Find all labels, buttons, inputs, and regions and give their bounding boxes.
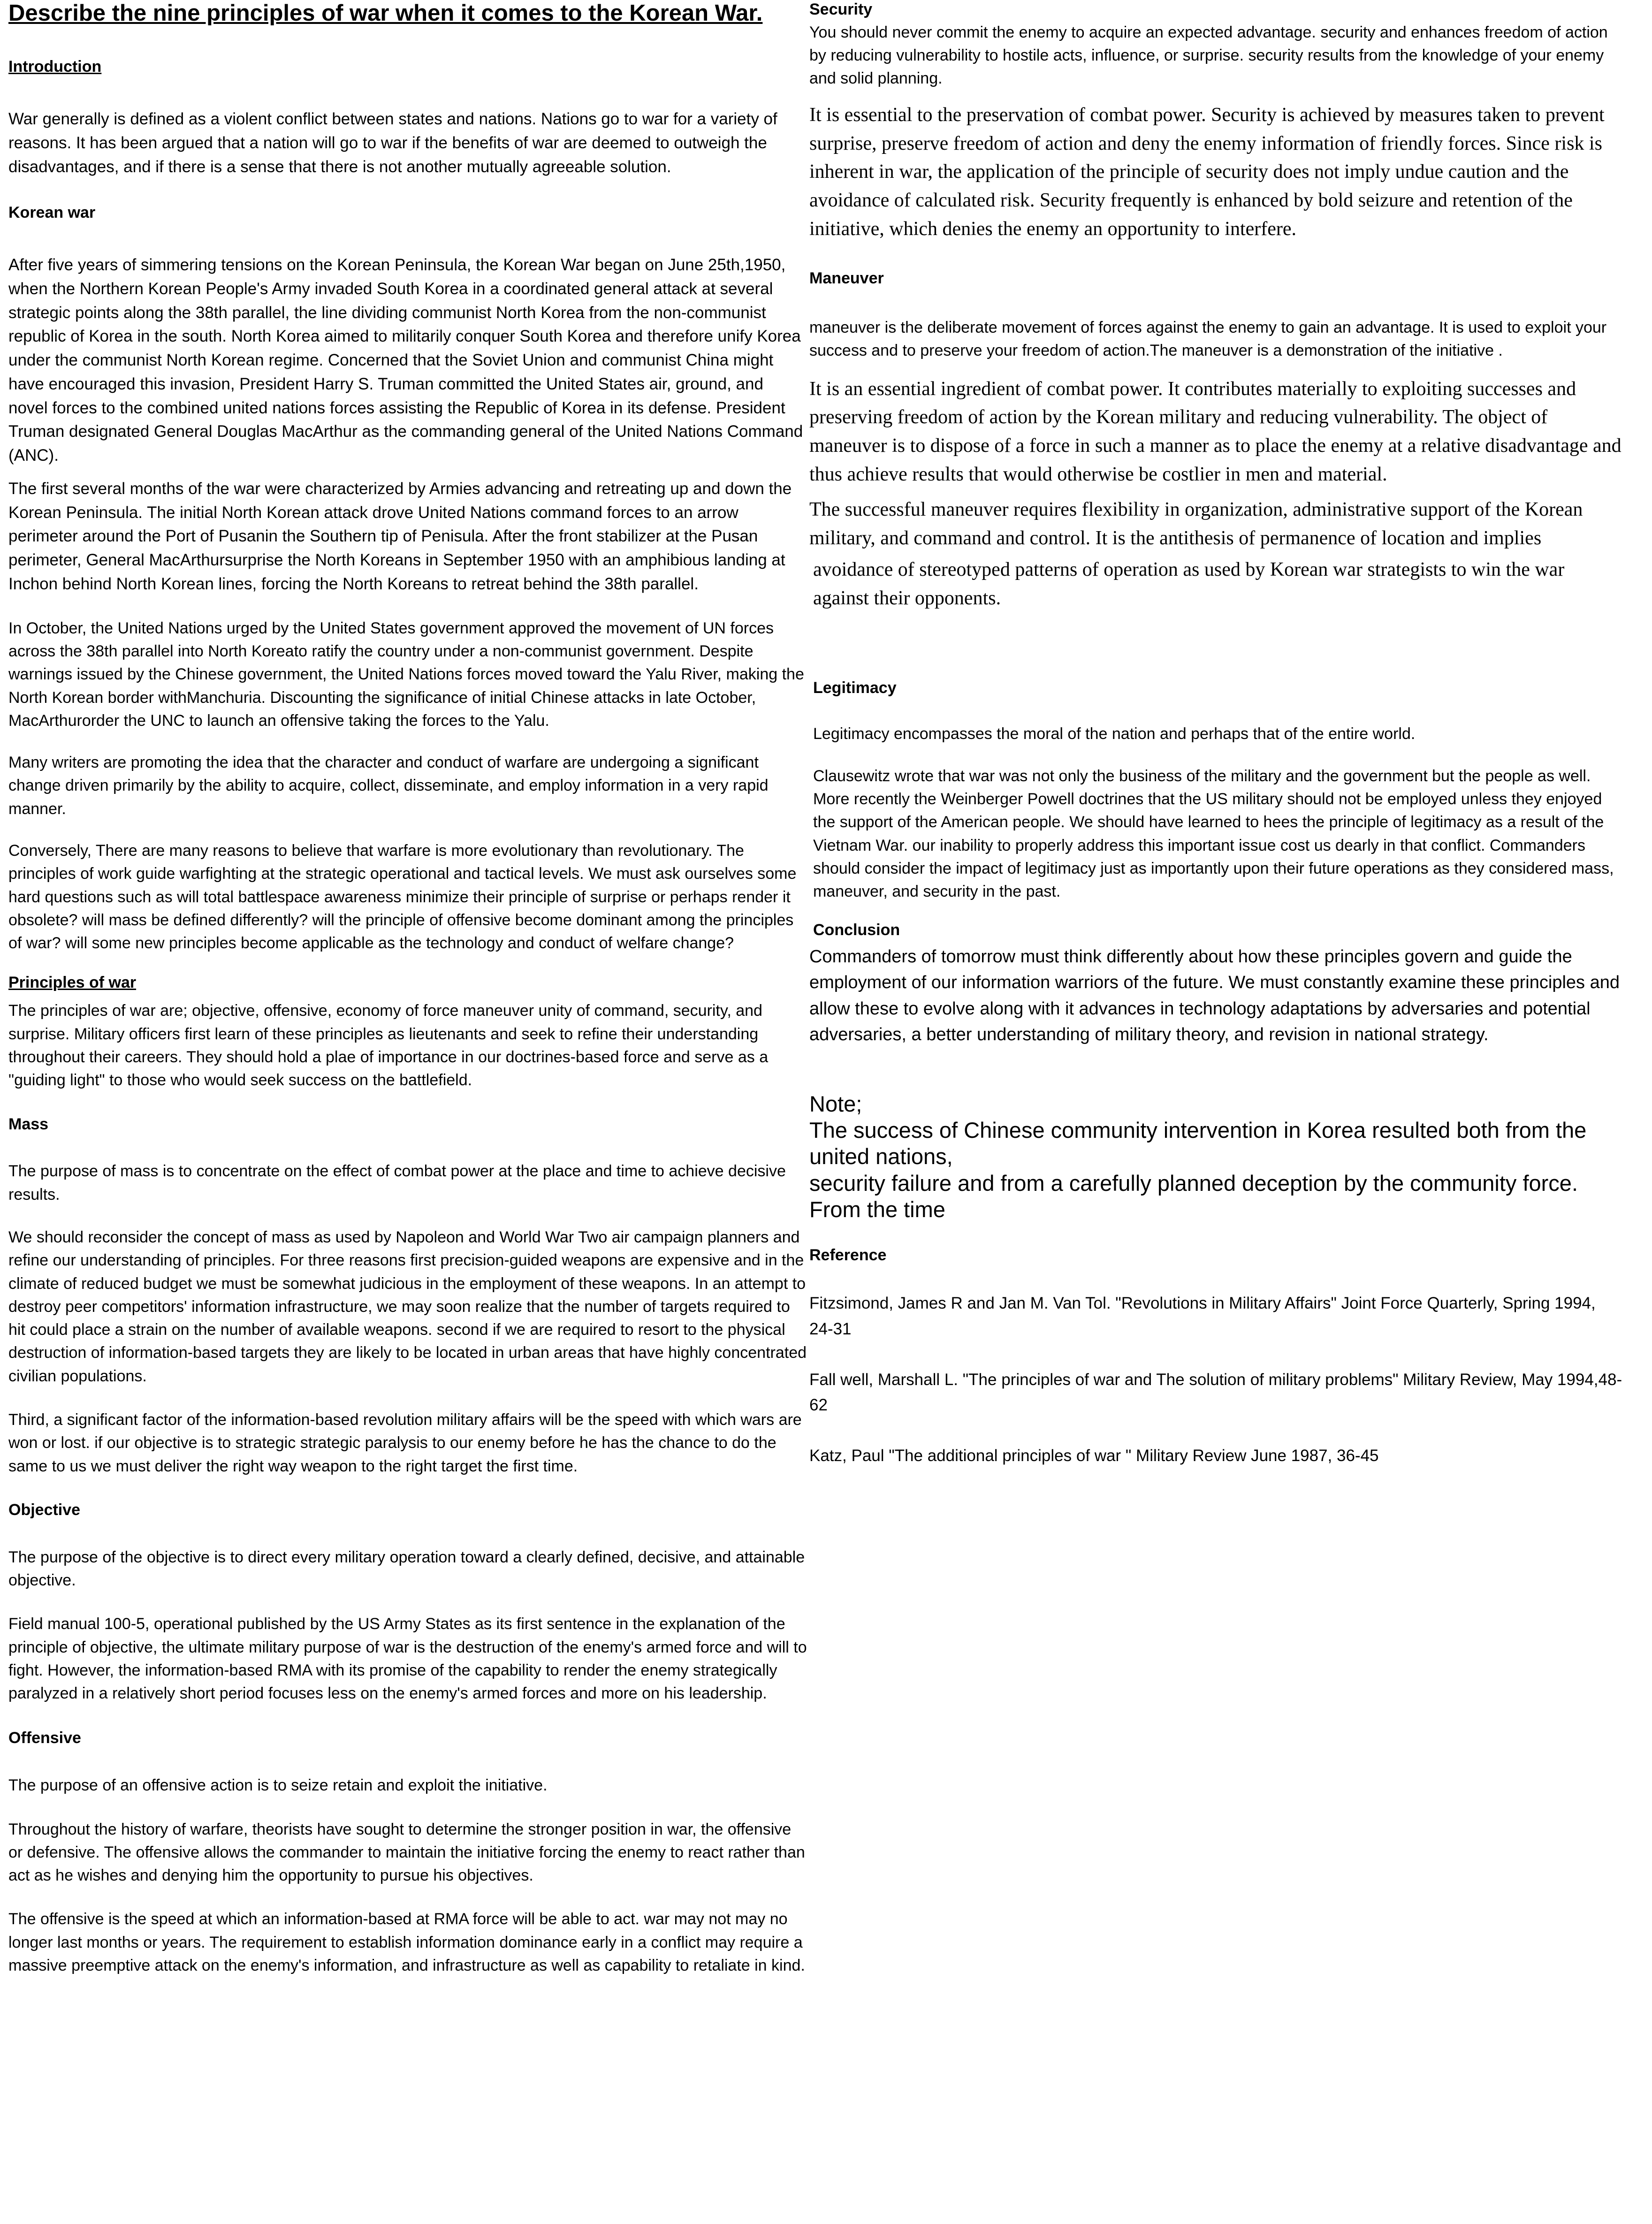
maneuver-heading: Maneuver	[809, 269, 884, 288]
document-title: Describe the nine principles of war when it comes to the Korean War.	[8, 0, 763, 26]
introduction-heading: Introduction	[8, 58, 102, 76]
objective-paragraph-2: Field manual 100-5, operational published by the US Army States as its first sentence in the explanation of the principle of objective, the ultimate military purpose of war is the destruction of the enemy's armed force and will to fight. However, the information-based RMA with its promise of the capability to render the enemy strategically paralyzed in a relatively short period focuses less on the enemy's armed forces and more on his leadership.	[8, 1615, 807, 1703]
mass-paragraph-2: We should reconsider the concept of mass as used by Napoleon and World War Two air campaign planners and refine our understanding of principles. For three reasons first precision-guided weapons are expensive and in the climate of reduced budget we must be somewhat judicious in the employment of these weapons. In an attempt to destroy peer competitors' information infrastructure, we may soon realize that the number of targets required to hit could place a strain on the number of available weapons. second if we are required to resort to the physical destruction of information-based targets they are likely to be located in urban areas that have highly concentrated civilian populations.	[8, 1228, 807, 1385]
mass-heading: Mass	[8, 1115, 49, 1133]
offensive-paragraph-3: The offensive is the speed at which an information-based at RMA force will be able to act. war may not may no longer last months or years. The requirement to establish information dominance early in a conflict may require a massive preemptive attack on the enemy's information, and infrastructure as well as capability to retaliate in kind.	[8, 1910, 805, 1975]
reference-item-1: Fitzsimond, James R and Jan M. Van Tol. "Revolutions in Military Affairs" Joint Force Quarterly, Spring 1994, 24-31	[809, 1294, 1596, 1338]
mass-paragraph-1: The purpose of mass is to concentrate on the effect of combat power at the place and time to achieve decisive results.	[8, 1162, 786, 1203]
introduction-paragraph: War generally is defined as a violent conflict between states and nations. Nations go to war for a variety of reasons. It has been argued that a nation will go to war if the benefits of war are deemed to outweigh the disadvantages, and if there is a sense that there is not another mutually agreeable solution.	[8, 110, 777, 176]
reference-item-2: Fall well, Marshall L. "The principles of war and The solution of military problems" Military Review, May 1994,48-62	[809, 1370, 1622, 1415]
korean-war-paragraph-4: Many writers are promoting the idea that the character and conduct of warfare are undergoing a significant change driven primarily by the ability to acquire, collect, disseminate, and employ information in a very rapid manner.	[8, 754, 769, 818]
korean-war-paragraph-3: In October, the United Nations urged by the United States government approved the movement of UN forces across the 38th parallel into North Koreato ratify the country under a non-communist government. Despite warnings issued by the Chinese government, the United Nations forces moved toward the Yalu River, making the North Korean border withManchuria. Discounting the significance of initial Chinese attacks in late October, MacArthurorder the UNC to launch an offensive taking the forces to the Yalu.	[8, 619, 804, 730]
right-column	[809, 0, 1652, 1469]
legitimacy-paragraph-1: Legitimacy encompasses the moral of the nation and perhaps that of the entire world.	[813, 725, 1416, 743]
security-paragraph-1: You should never commit the enemy to acquire an expected advantage. security and enhances freedom of action by reducing vulnerability to hostile acts, influence, or surprise. security results from the knowledge of your enemy and solid planning.	[809, 23, 1608, 88]
note-label: Note;	[809, 1091, 862, 1116]
mass-paragraph-3: Third, a significant factor of the information-based revolution military affairs will be the speed with which wars are won or lost. if our objective is to strategic strategic paralysis to our enemy before he has the chance to do the same to us we must deliver the right way weapon to the right target the first time.	[8, 1411, 802, 1475]
security-paragraph-2: It is essential to the preservation of combat power. Security is achieved by measures taken to prevent surprise, preserve freedom of action and deny the enemy information of friendly forces. Since risk is inherent in war, the application of the principle of security does not imply undue caution and the avoidance of calculated risk. Security frequently is enhanced by bold seizure and retention of the initiative, which denies the enemy an opportunity to interfere.	[809, 104, 1605, 240]
legitimacy-heading: Legitimacy	[813, 678, 897, 697]
korean-war-paragraph-2: The first several months of the war were characterized by Armies advancing and retreating up and down the Korean Peninsula. The initial North Korean attack drove United Nations command forces to an arrow perimeter around the Port of Pusanin the Southern tip of Penisula. After the front stabilizer at the Pusan perimeter, General MacArthursurprise the North Koreans in September 1950 with an amphibious landing at Inchon behind North Korean lines, forcing the North Koreans to retreat behind the 38th parallel.	[8, 479, 792, 593]
left-column	[0, 0, 807, 1977]
offensive-paragraph-2: Throughout the history of warfare, theorists have sought to determine the stronger position in war, the offensive or defensive. The offensive allows the commander to maintain the initiative forcing the enemy to react rather than act as he wishes and denying him the opportunity to pursue his objectives.	[8, 1820, 805, 1885]
korean-war-paragraph-5: Conversely, There are many reasons to believe that warfare is more evolutionary than revolutionary. The principles of work guide warfighting at the strategic operational and tactical levels. We must ask ourselves some hard questions such as will total battlespace awareness minimize their principle of surprise or perhaps render it obsolete? will mass be defined differently? will the principle of offensive become dominant among the principles of war? will some new principles become applicable as the technology and conduct of welfare change?	[8, 842, 797, 952]
offensive-paragraph-1: The purpose of an offensive action is to seize retain and exploit the initiative.	[8, 1776, 548, 1795]
maneuver-paragraph-4: avoidance of stereotyped patterns of operation as used by Korean war strategists to win the war against their opponents.	[813, 558, 1565, 609]
reference-item-3: Katz, Paul "The additional principles of war " Military Review June 1987, 36-45	[809, 1447, 1379, 1465]
legitimacy-paragraph-2: Clausewitz wrote that war was not only the business of the military and the government but the people as well. More recently the Weinberger Powell doctrines that the US military should not be employed unless they enjoyed the support of the American people. We should have learned to hees the principle of legitimacy as a result of the Vietnam War. our inability to properly address this important issue cost us dearly in that conflict. Commanders should consider the impact of legitimacy just as importantly upon their future operations as they considered mass, maneuver, and security in the past.	[813, 767, 1614, 901]
note-line-2: security failure and from a carefully planned deception by the community force. From the time	[809, 1170, 1578, 1222]
korean-war-paragraph-1: After five years of simmering tensions on the Korean Peninsula, the Korean War began on June 25th,1950, when the Northern Korean People's Army invaded South Korea in a coordinated general attack at several strategic points along the 38th parallel, the line dividing communist North Korea from the non-communist republic of Korea in the south. North Korea aimed to militarily conquer South Korea and therefore unify Korea under the communist North Korean regime. Concerned that the Soviet Union and communist China might have encouraged this invasion, President Harry S. Truman committed the United States air, ground, and novel forces to the combined united nations forces assisting the Republic of Korea in its defense. President Truman designated General Douglas MacArthur as the commanding general of the United Nations Command (ANC).	[8, 256, 803, 465]
objective-heading: Objective	[8, 1500, 81, 1519]
maneuver-paragraph-3: The successful maneuver requires flexibility in organization, administrative support of the Korean military, and command and control. It is the antithesis of permanence of location and implies	[809, 499, 1583, 549]
objective-paragraph-1: The purpose of the objective is to direct every military operation toward a clearly defined, decisive, and attainable objective.	[8, 1548, 805, 1589]
reference-heading: Reference	[809, 1246, 887, 1264]
korean-war-heading: Korean war	[8, 204, 96, 222]
conclusion-paragraph: Commanders of tomorrow must think differently about how these principles govern and guide the employment of our information warriors of the future. We must constantly examine these principles and allow these to evolve along with it advances in technology adaptations by adversaries and potential adversaries, a better understanding of military theory, and revision in national strategy.	[809, 947, 1620, 1044]
maneuver-paragraph-2: It is an essential ingredient of combat power. It contributes materially to exploiting successes and preserving freedom of action by the Korean military and reducing vulnerability. The object of maneuver is to dispose of a force in such a manner as to place the enemy at a relative disadvantage and thus achieve results that would otherwise be costlier in men and material.	[809, 378, 1622, 486]
principles-of-war-paragraph: The principles of war are; objective, offensive, economy of force maneuver unity of command, security, and surprise. Military officers first learn of these principles as lieutenants and seek to refine their understanding throughout their careers. They should hold a plae of importance in our doctrines-based force and serve as a "guiding light" to those who would seek success on the battlefield.	[8, 1002, 769, 1089]
conclusion-heading: Conclusion	[813, 921, 900, 939]
security-heading: Security	[809, 0, 873, 18]
maneuver-paragraph-1: maneuver is the deliberate movement of forces against the enemy to gain an advantage. It is used to exploit your success and to preserve your freedom of action.The maneuver is a demonstration of the initiative .	[809, 318, 1607, 360]
principles-of-war-heading: Principles of war	[8, 973, 137, 991]
note-line-1: The success of Chinese community intervention in Korea resulted both from the united nations,	[809, 1118, 1587, 1169]
offensive-heading: Offensive	[8, 1729, 81, 1747]
